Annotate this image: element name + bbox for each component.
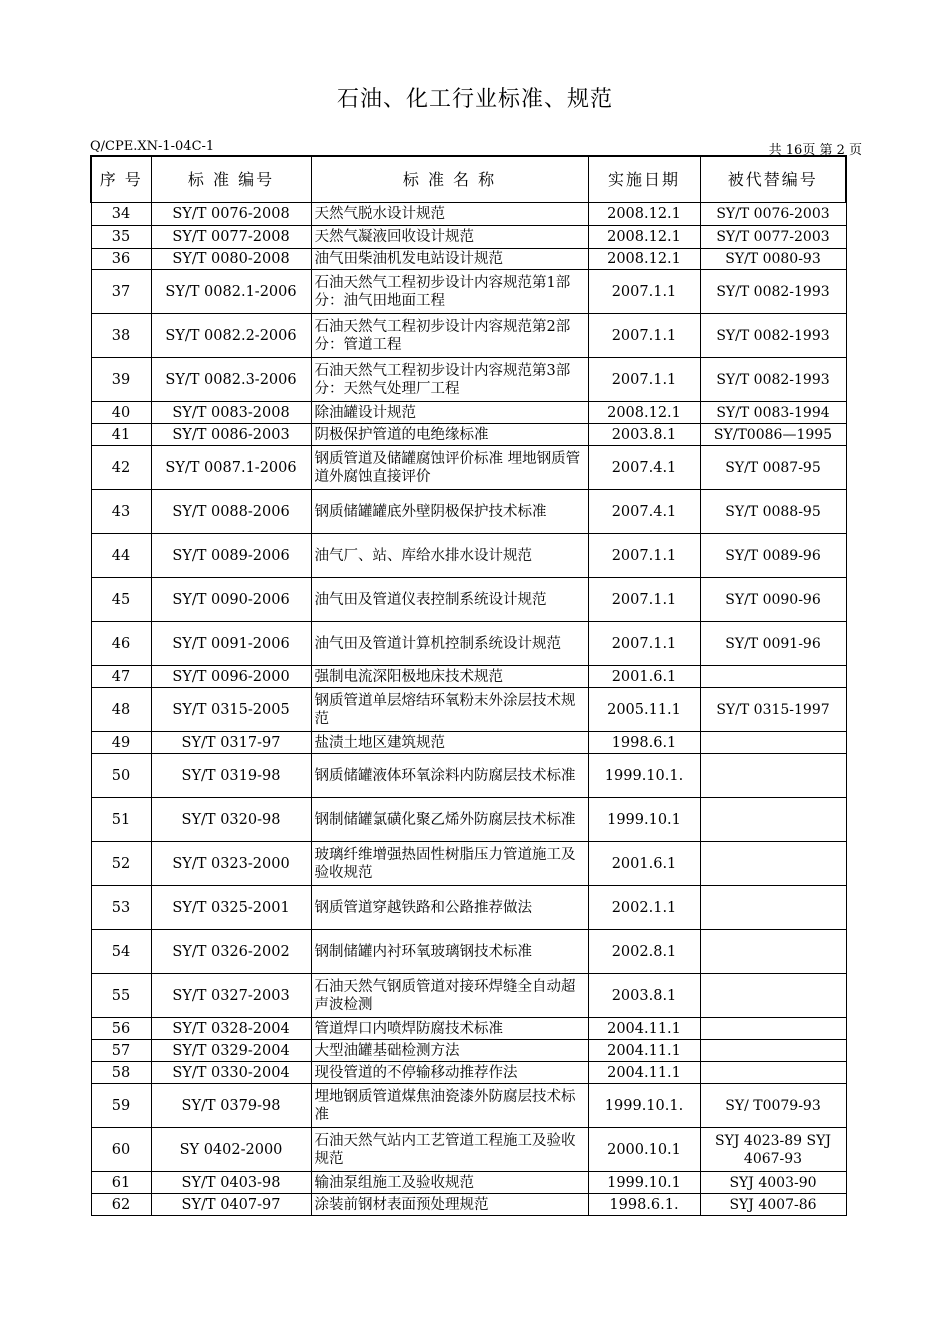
cell-effective-date: 2008.12.1 (588, 203, 700, 226)
cell-effective-date: 2007.1.1 (588, 358, 700, 402)
cell-replaced-code: SY/T0086—1995 (700, 424, 846, 446)
table-row (91, 1172, 846, 1194)
cell-number: 47 (91, 666, 151, 688)
cell-effective-date: 2007.1.1 (588, 534, 700, 578)
cell-number: 54 (91, 930, 151, 974)
cell-number: 51 (91, 798, 151, 842)
cell-number: 58 (91, 1062, 151, 1084)
cell-standard-name: 钢制储罐内衬环氧玻璃钢技术标准 (311, 930, 588, 974)
cell-replaced-code: SY/T 0082-1993 (700, 358, 846, 402)
cell-effective-date: 2003.8.1 (588, 974, 700, 1018)
cell-standard-name: 石油天然气钢质管道对接环焊缝全自动超声波检测 (311, 974, 588, 1018)
cell-number: 38 (91, 314, 151, 358)
cell-standard-code: SY/T 0090-2006 (151, 578, 311, 622)
cell-standard-name: 钢质管道及储罐腐蚀评价标准 埋地钢质管道外腐蚀直接评价 (311, 446, 588, 490)
cell-effective-date: 2007.1.1 (588, 578, 700, 622)
cell-replaced-code: SY/T 0082-1993 (700, 270, 846, 314)
cell-standard-code: SY/T 0403-98 (151, 1172, 311, 1194)
cell-standard-code: SY/T 0087.1-2006 (151, 446, 311, 490)
table-row (91, 446, 846, 490)
cell-replaced-code (700, 930, 846, 974)
cell-standard-name: 石油天然气工程初步设计内容规范第2部分：管道工程 (311, 314, 588, 358)
cell-replaced-code (700, 974, 846, 1018)
cell-effective-date: 2003.8.1 (588, 424, 700, 446)
cell-standard-name: 钢质管道单层熔结环氧粉末外涂层技术规范 (311, 688, 588, 732)
cell-number: 50 (91, 754, 151, 798)
cell-standard-name: 油气田及管道仪表控制系统设计规范 (311, 578, 588, 622)
cell-number: 57 (91, 1040, 151, 1062)
cell-standard-name: 强制电流深阳极地床技术规范 (311, 666, 588, 688)
cell-effective-date: 2002.8.1 (588, 930, 700, 974)
table-row (91, 1084, 846, 1128)
header-replaced: 被代替编号 (700, 156, 846, 203)
cell-effective-date: 2007.4.1 (588, 490, 700, 534)
cell-effective-date: 1998.6.1. (588, 1194, 700, 1216)
cell-replaced-code: SY/T 0088-95 (700, 490, 846, 534)
table-row (91, 314, 846, 358)
table-row (91, 578, 846, 622)
cell-effective-date: 2008.12.1 (588, 249, 700, 270)
cell-effective-date: 2007.1.1 (588, 622, 700, 666)
header-code: 标 准 编号 (151, 156, 311, 203)
table-row (91, 732, 846, 754)
cell-standard-code: SY/T 0329-2004 (151, 1040, 311, 1062)
table-row (91, 798, 846, 842)
cell-number: 44 (91, 534, 151, 578)
cell-standard-code: SY/T 0326-2002 (151, 930, 311, 974)
cell-replaced-code: SY/T 0083-1994 (700, 402, 846, 424)
cell-replaced-code: SY/T 0089-96 (700, 534, 846, 578)
cell-replaced-code: SYJ 4003-90 (700, 1172, 846, 1194)
cell-replaced-code (700, 666, 846, 688)
cell-standard-name: 油气田柴油机发电站设计规范 (311, 249, 588, 270)
cell-standard-code: SY/T 0077-2008 (151, 226, 311, 249)
cell-standard-name: 天然气脱水设计规范 (311, 203, 588, 226)
cell-effective-date: 2005.11.1 (588, 688, 700, 732)
header-name: 标 准 名 称 (311, 156, 588, 203)
cell-standard-code: SY/T 0325-2001 (151, 886, 311, 930)
table-row (91, 688, 846, 732)
header-date: 实施日期 (588, 156, 700, 203)
cell-standard-code: SY/T 0328-2004 (151, 1018, 311, 1040)
cell-effective-date: 1999.10.1. (588, 754, 700, 798)
cell-standard-code: SY/T 0082.2-2006 (151, 314, 311, 358)
table-row (91, 666, 846, 688)
table-row (91, 203, 846, 226)
cell-replaced-code: SY/T 0080-93 (700, 249, 846, 270)
table-row (91, 1062, 846, 1084)
cell-number: 42 (91, 446, 151, 490)
cell-number: 48 (91, 688, 151, 732)
cell-replaced-code (700, 732, 846, 754)
cell-effective-date: 2004.11.1 (588, 1040, 700, 1062)
table-row (91, 1040, 846, 1062)
cell-effective-date: 1999.10.1 (588, 1172, 700, 1194)
table-row (91, 249, 846, 270)
cell-replaced-code: SY/T 0090-96 (700, 578, 846, 622)
table-row (91, 534, 846, 578)
cell-standard-name: 钢制储罐氯磺化聚乙烯外防腐层技术标准 (311, 798, 588, 842)
cell-number: 45 (91, 578, 151, 622)
cell-replaced-code: SY/T 0087-95 (700, 446, 846, 490)
cell-number: 55 (91, 974, 151, 1018)
cell-standard-code: SY/T 0082.1-2006 (151, 270, 311, 314)
header-seq: 序 号 (91, 156, 151, 203)
cell-effective-date: 2008.12.1 (588, 402, 700, 424)
cell-number: 62 (91, 1194, 151, 1216)
cell-effective-date: 2002.1.1 (588, 886, 700, 930)
cell-standard-name: 阴极保护管道的电绝缘标准 (311, 424, 588, 446)
page-info: 共 16页 第 2 页 (768, 143, 862, 158)
cell-standard-name: 玻璃纤维增强热固性树脂压力管道施工及验收规范 (311, 842, 588, 886)
cell-effective-date: 2007.1.1 (588, 270, 700, 314)
table-row (91, 974, 846, 1018)
cell-standard-name: 钢质储罐罐底外壁阴极保护技术标准 (311, 490, 588, 534)
cell-standard-name: 输油泵组施工及验收规范 (311, 1172, 588, 1194)
table-row (91, 1194, 846, 1216)
table-row (91, 1128, 846, 1172)
cell-standard-code: SY/T 0086-2003 (151, 424, 311, 446)
table-row (91, 622, 846, 666)
cell-standard-name: 油气田及管道计算机控制系统设计规范 (311, 622, 588, 666)
cell-replaced-code (700, 1062, 846, 1084)
table-row (91, 754, 846, 798)
table-row (91, 402, 846, 424)
cell-standard-name: 盐渍土地区建筑规范 (311, 732, 588, 754)
cell-standard-code: SY/T 0076-2008 (151, 203, 311, 226)
cell-standard-name: 现役管道的不停输移动推荐作法 (311, 1062, 588, 1084)
cell-number: 46 (91, 622, 151, 666)
cell-effective-date: 1999.10.1. (588, 1084, 700, 1128)
cell-number: 34 (91, 203, 151, 226)
cell-number: 43 (91, 490, 151, 534)
cell-standard-code: SY/T 0379-98 (151, 1084, 311, 1128)
page-title: 石油、化工行业标准、规范 (336, 87, 613, 112)
cell-effective-date: 1998.6.1 (588, 732, 700, 754)
cell-standard-name: 除油罐设计规范 (311, 402, 588, 424)
cell-replaced-code (700, 1040, 846, 1062)
cell-standard-code: SY 0402-2000 (151, 1128, 311, 1172)
table-row (91, 226, 846, 249)
cell-number: 56 (91, 1018, 151, 1040)
cell-standard-name: 大型油罐基础检测方法 (311, 1040, 588, 1062)
cell-replaced-code (700, 1018, 846, 1040)
cell-standard-code: SY/T 0080-2008 (151, 249, 311, 270)
cell-standard-code: SY/T 0327-2003 (151, 974, 311, 1018)
cell-standard-name: 埋地钢质管道煤焦油瓷漆外防腐层技术标准 (311, 1084, 588, 1128)
cell-standard-code: SY/T 0083-2008 (151, 402, 311, 424)
cell-effective-date: 2004.11.1 (588, 1062, 700, 1084)
cell-standard-name: 油气厂、站、库给水排水设计规范 (311, 534, 588, 578)
cell-number: 52 (91, 842, 151, 886)
cell-standard-code: SY/T 0330-2004 (151, 1062, 311, 1084)
standards-table (90, 155, 847, 1216)
cell-standard-name: 管道焊口内喷焊防腐技术标准 (311, 1018, 588, 1040)
cell-replaced-code (700, 842, 846, 886)
cell-number: 49 (91, 732, 151, 754)
cell-standard-code: SY/T 0096-2000 (151, 666, 311, 688)
cell-number: 35 (91, 226, 151, 249)
table-row (91, 886, 846, 930)
cell-replaced-code: SY/T 0082-1993 (700, 314, 846, 358)
cell-effective-date: 2001.6.1 (588, 666, 700, 688)
cell-standard-code: SY/T 0091-2006 (151, 622, 311, 666)
cell-effective-date: 1999.10.1 (588, 798, 700, 842)
cell-replaced-code: SY/T 0077-2003 (700, 226, 846, 249)
cell-effective-date: 2008.12.1 (588, 226, 700, 249)
cell-standard-name: 钢质管道穿越铁路和公路推荐做法 (311, 886, 588, 930)
cell-standard-name: 石油天然气工程初步设计内容规范第3部分：天然气处理厂工程 (311, 358, 588, 402)
table-body (91, 203, 846, 1216)
cell-number: 59 (91, 1084, 151, 1128)
cell-standard-code: SY/T 0407-97 (151, 1194, 311, 1216)
cell-effective-date: 2007.1.1 (588, 314, 700, 358)
cell-number: 41 (91, 424, 151, 446)
cell-standard-code: SY/T 0089-2006 (151, 534, 311, 578)
document-id: Q/CPE.XN-1-04C-1 (90, 139, 215, 154)
cell-number: 53 (91, 886, 151, 930)
cell-replaced-code: SYJ 4007-86 (700, 1194, 846, 1216)
cell-number: 40 (91, 402, 151, 424)
cell-standard-code: SY/T 0319-98 (151, 754, 311, 798)
cell-replaced-code (700, 798, 846, 842)
cell-standard-code: SY/T 0320-98 (151, 798, 311, 842)
table-row (91, 270, 846, 314)
cell-replaced-code: SY/T 0315-1997 (700, 688, 846, 732)
cell-standard-code: SY/T 0315-2005 (151, 688, 311, 732)
cell-standard-name: 石油天然气站内工艺管道工程施工及验收规范 (311, 1128, 588, 1172)
cell-replaced-code: SY/T 0076-2003 (700, 203, 846, 226)
cell-standard-code: SY/T 0088-2006 (151, 490, 311, 534)
cell-number: 37 (91, 270, 151, 314)
cell-replaced-code: SY/T 0091-96 (700, 622, 846, 666)
cell-standard-name: 石油天然气工程初步设计内容规范第1部分：油气田地面工程 (311, 270, 588, 314)
cell-standard-code: SY/T 0323-2000 (151, 842, 311, 886)
cell-replaced-code: SY/ T0079-93 (700, 1084, 846, 1128)
table-row (91, 490, 846, 534)
cell-number: 36 (91, 249, 151, 270)
cell-effective-date: 2004.11.1 (588, 1018, 700, 1040)
table-row (91, 424, 846, 446)
cell-standard-code: SY/T 0082.3-2006 (151, 358, 311, 402)
cell-standard-code: SY/T 0317-97 (151, 732, 311, 754)
table-header (91, 156, 846, 203)
cell-standard-name: 涂装前钢材表面预处理规范 (311, 1194, 588, 1216)
cell-replaced-code (700, 754, 846, 798)
table-row (91, 358, 846, 402)
cell-number: 61 (91, 1172, 151, 1194)
cell-number: 60 (91, 1128, 151, 1172)
table-row (91, 930, 846, 974)
table-row (91, 842, 846, 886)
cell-replaced-code (700, 886, 846, 930)
cell-standard-name: 钢质储罐液体环氧涂料内防腐层技术标准 (311, 754, 588, 798)
cell-replaced-code: SYJ 4023-89 SYJ 4067-93 (700, 1128, 846, 1172)
cell-standard-name: 天然气凝液回收设计规范 (311, 226, 588, 249)
cell-number: 39 (91, 358, 151, 402)
table-row (91, 1018, 846, 1040)
cell-effective-date: 2007.4.1 (588, 446, 700, 490)
cell-effective-date: 2000.10.1 (588, 1128, 700, 1172)
cell-effective-date: 2001.6.1 (588, 842, 700, 886)
